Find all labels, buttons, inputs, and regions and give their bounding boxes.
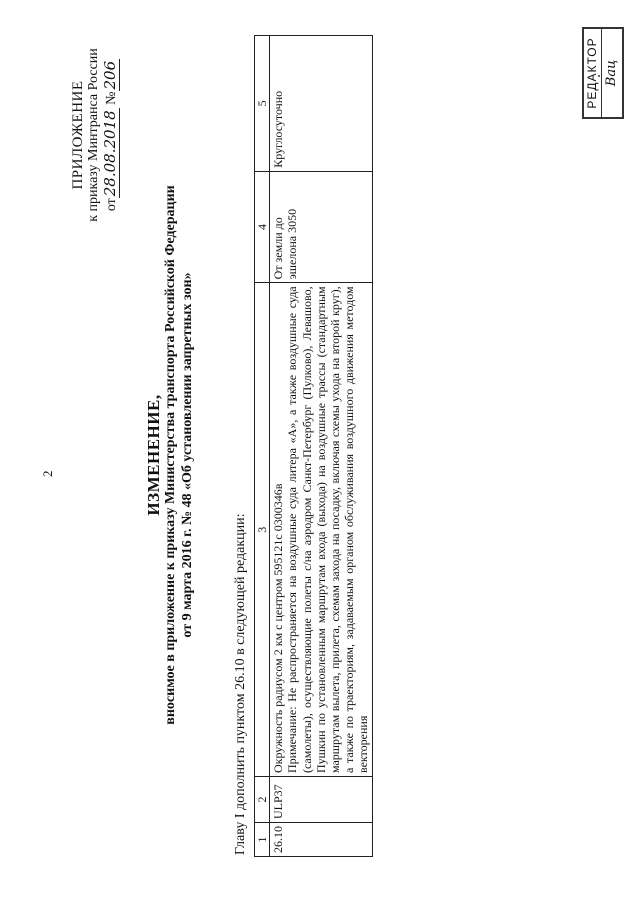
- appendix-block: [70, 25, 120, 245]
- zone-area: Окружность радиусом 2 км с центром 595121с 0300346в: [271, 483, 286, 774]
- header-cell-1: 1: [255, 823, 270, 857]
- header-cell-5: 5: [255, 36, 270, 172]
- editor-stamp: [582, 27, 624, 119]
- title-line-2: от 9 марта 2016 г. № 48 «Об установлении запретных зон»: [180, 272, 195, 638]
- header-cell-2: 2: [255, 777, 270, 823]
- table-row: [270, 36, 372, 857]
- cell-zone-code: ULP37: [270, 777, 372, 823]
- intro-text: Главу I дополнить пунктом 26.10 в следующей редакции:: [233, 513, 248, 855]
- document-title: [145, 175, 196, 735]
- cell-item-number: 26.10: [270, 823, 372, 857]
- from-prefix: от: [104, 198, 119, 212]
- cell-height-limits: От земли до эшелона 3050: [270, 171, 372, 283]
- appendix-order-line: к приказу Минтранса России: [86, 48, 101, 222]
- header-cell-3: 3: [255, 283, 270, 777]
- zone-note: Примечание: Не распространяется на воздушные суда литера «А», а также воздушные суда (самолеты), осуществляющие полеты с/на аэродром Санкт-Петербург (Пулково), Левашово, Пушкин по установленным маршрутам входа (выхода) на воздушные трассы (стандартным маршрутам вылета, прилета, схемам захода на посадку, включая схемы ухода на второй круг), а также по траекториям, задаваемым органом обслуживания воздушного движения методом векторения: [285, 286, 371, 774]
- handwritten-date: 28.08.2018: [101, 110, 119, 197]
- cell-operating-time: Круглосуточно: [270, 36, 372, 172]
- stamp-signature: Вац: [604, 59, 619, 87]
- handwritten-number: 206: [101, 60, 119, 90]
- table-header-row: [255, 36, 270, 857]
- appendix-heading: ПРИЛОЖЕНИЕ: [70, 80, 86, 190]
- header-cell-4: 4: [255, 171, 270, 283]
- title-main: ИЗМЕНЕНИЕ,: [144, 394, 163, 516]
- page-number: 2: [40, 470, 55, 477]
- appendix-date-line: [102, 25, 120, 245]
- title-line-1: вносимое в приложение к приказу Министерства транспорта Российской Федерации: [163, 185, 178, 725]
- number-prefix: №: [104, 91, 119, 105]
- zones-table: [254, 35, 373, 857]
- stamp-label: РЕДАКТОР: [584, 29, 602, 117]
- cell-zone-description: [270, 283, 372, 777]
